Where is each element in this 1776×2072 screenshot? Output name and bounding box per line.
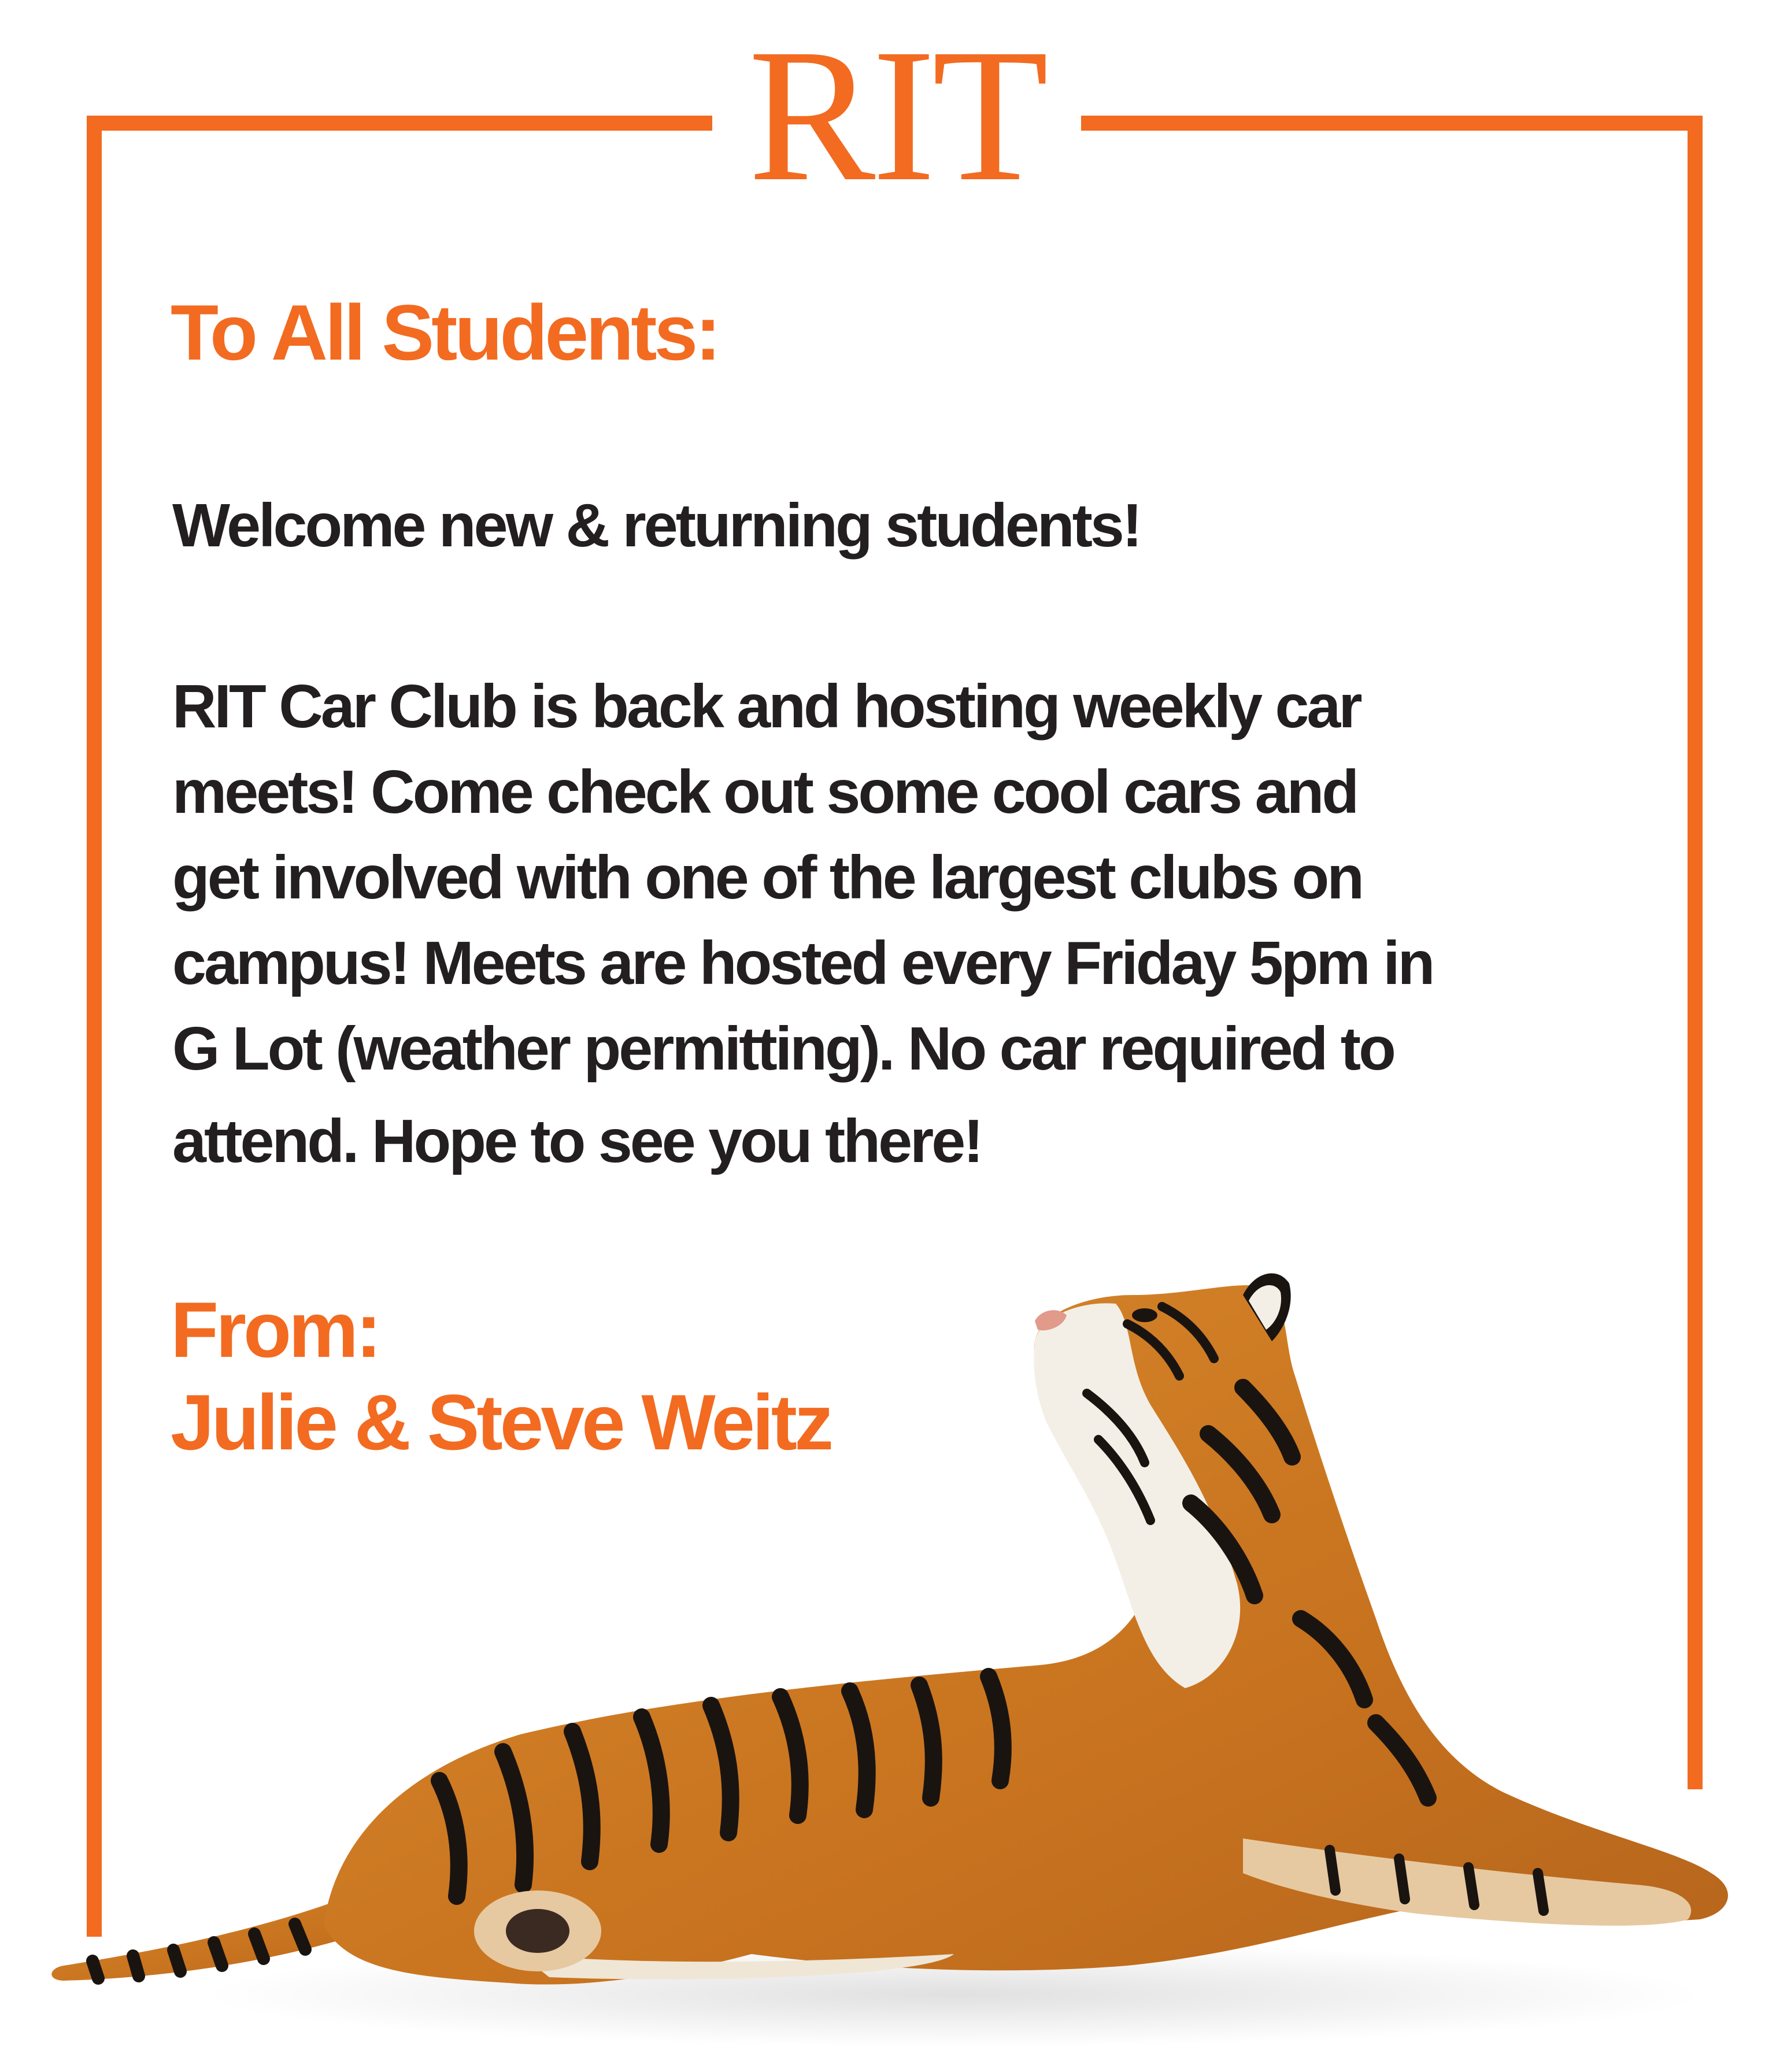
frame-top-right — [1081, 116, 1703, 131]
signature: Julie & Steve Weitz — [171, 1378, 831, 1466]
frame-top-left — [87, 116, 712, 131]
paragraph-line: attend. Hope to see you there! — [172, 1107, 982, 1175]
tiger-illustration — [0, 1260, 1776, 2072]
paragraph-line: meets! Come check out some cool cars and — [172, 758, 1357, 826]
rit-logo: RIT — [748, 10, 1045, 221]
from-label: From: — [171, 1286, 379, 1374]
letter-heading: To All Students: — [171, 288, 719, 376]
greeting-text: Welcome new & returning students! — [172, 491, 1141, 560]
paragraph-line: RIT Car Club is back and hosting weekly car — [172, 672, 1360, 741]
paragraph-line: get involved with one of the largest clubs on — [172, 843, 1363, 912]
paragraph-line: G Lot (weather permitting). No car required to — [172, 1015, 1394, 1083]
paragraph-line: campus! Meets are hosted every Friday 5pm in — [172, 929, 1433, 997]
